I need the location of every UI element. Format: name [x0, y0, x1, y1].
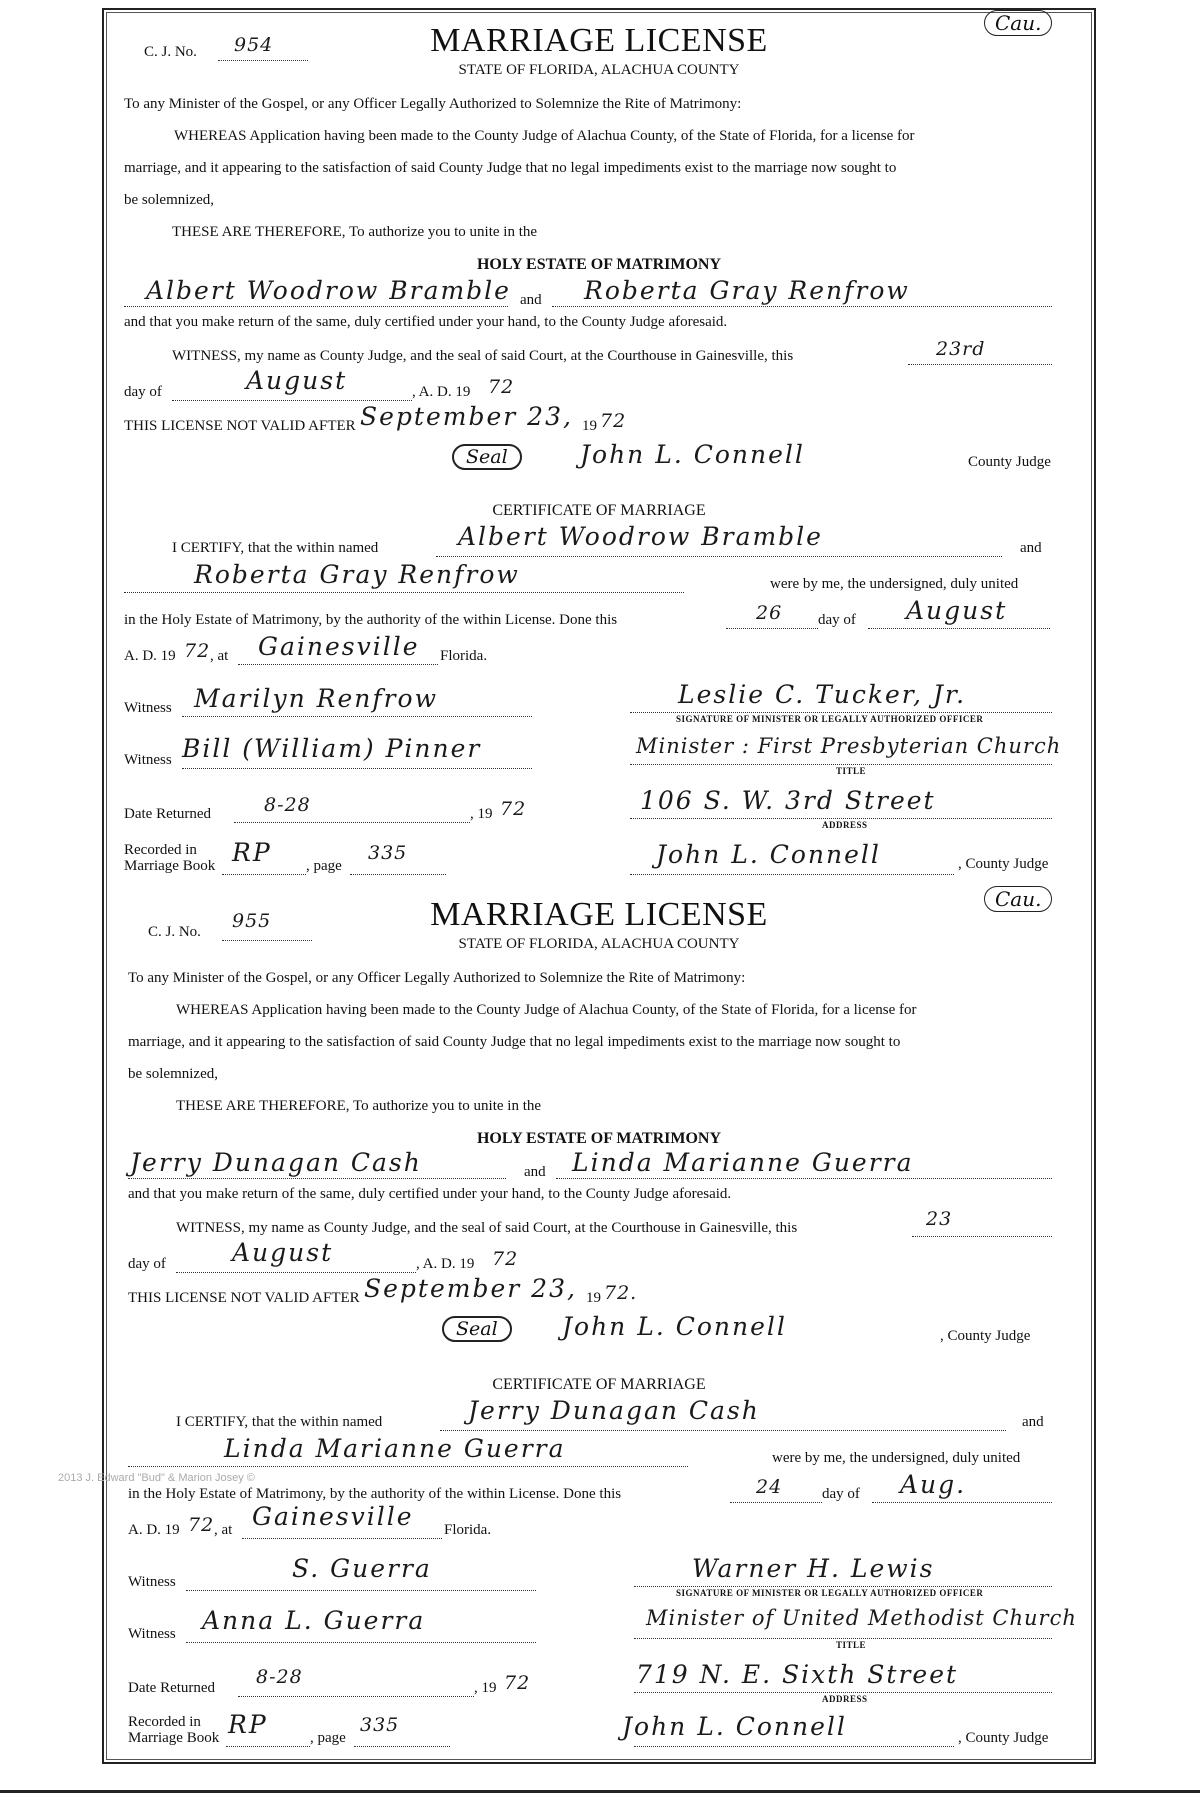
address-line: To any Minister of the Gospel, or any Officer Legally Authorized to Solemnize the Rite of Matrimony: [128, 970, 746, 986]
at-label: , at [210, 648, 229, 664]
title-caption: TITLE [836, 766, 867, 776]
florida-label: Florida. [440, 648, 488, 664]
ad2-label: A. D. 19 [124, 648, 176, 664]
returned-date: 8-28 [256, 1666, 303, 1688]
done-day-line [726, 628, 818, 629]
cert-and-label: and [1020, 540, 1042, 556]
witness2-label: Witness [124, 752, 172, 768]
recorder-line [634, 1746, 954, 1747]
license-title: MARRIAGE LICENSE [430, 896, 768, 933]
month-line [172, 400, 412, 401]
not-valid-label: THIS LICENSE NOT VALID AFTER [124, 418, 356, 434]
month-line [176, 1272, 416, 1273]
groom-name: Jerry Dunagan Cash [130, 1148, 422, 1177]
court-seal: Seal [452, 444, 522, 470]
ad-label: , A. D. 19 [412, 384, 471, 400]
cert-groom-name: Jerry Dunagan Cash [468, 1396, 760, 1425]
day-of-label: day of [128, 1256, 166, 1272]
license-subtitle: STATE OF FLORIDA, ALACHUA COUNTY [458, 936, 740, 952]
done-day: 24 [756, 1476, 783, 1498]
returned-label: Date Returned [124, 806, 212, 822]
witness1-label: Witness [124, 700, 172, 716]
cau-tag: Cau. [984, 886, 1052, 912]
whereas-line-3: be solemnized, [128, 1066, 218, 1082]
page-label: , page [310, 1730, 346, 1746]
day-of-label: day of [124, 384, 162, 400]
cert-bride-name: Roberta Gray Renfrow [194, 560, 520, 589]
cert-bride-name: Linda Marianne Guerra [224, 1434, 566, 1463]
officer-title-line [630, 764, 1052, 765]
place-line [238, 664, 438, 665]
page-number: 335 [368, 842, 408, 864]
book-line [226, 1746, 310, 1747]
license-year: 72 [488, 376, 515, 398]
certify-label: I CERTIFY, that the within named [176, 1414, 383, 1430]
cert-groom-line [440, 1430, 1006, 1431]
certify-label: I CERTIFY, that the within named [172, 540, 379, 556]
therefore-line: THESE ARE THEREFORE, To authorize you to unite in the [172, 224, 538, 240]
recorded-label-2: Marriage Book [128, 1730, 220, 1746]
cert-bride-line [124, 592, 684, 593]
cj-label: C. J. No. [144, 44, 197, 60]
whereas-line-2: marriage, and it appearing to the satisfaction of said County Judge that no legal impediments exist to the marriage now sought to [124, 160, 897, 176]
holy-estate-line: in the Holy Estate of Matrimony, by the authority of the within License. Done this [124, 612, 618, 628]
cj-label: C. J. No. [148, 924, 201, 940]
recorder-signature: John L. Connell [656, 840, 881, 869]
bride-line [556, 1178, 1052, 1179]
bride-line [552, 306, 1052, 307]
marriage-place: Gainesville [252, 1502, 414, 1531]
returned-19: , 19 [470, 806, 493, 822]
witness1-line [186, 1590, 536, 1591]
address-caption: ADDRESS [822, 1694, 868, 1704]
ad2-label: A. D. 19 [128, 1522, 180, 1538]
united-label: were by me, the undersigned, duly united [772, 1450, 1021, 1466]
cau-tag: Cau. [984, 10, 1052, 36]
recorded-label-1: Recorded in [124, 842, 197, 858]
page-line [354, 1746, 450, 1747]
whereas-line-1: WHEREAS Application having been made to the County Judge of Alachua County, of the State of Florida, for a license for [174, 128, 915, 144]
groom-line [128, 1178, 506, 1179]
witness2-line [186, 1642, 536, 1643]
recorder-caption: , County Judge [958, 856, 1049, 872]
officer-address-line [630, 818, 1052, 819]
marriage-book: RP [232, 838, 272, 867]
officer-title: Minister of United Methodist Church [646, 1606, 1077, 1630]
judge-signature: John L. Connell [580, 440, 805, 469]
and-label: and [520, 292, 542, 308]
witness2-line [182, 768, 532, 769]
recorder-caption: , County Judge [958, 1730, 1049, 1746]
officer-caption: SIGNATURE OF MINISTER OR LEGALLY AUTHORIZED OFFICER [676, 1588, 984, 1598]
ad-label: , A. D. 19 [416, 1256, 475, 1272]
cj-line [218, 60, 308, 61]
expiry-date: September 23, [364, 1274, 577, 1303]
officer-address: 719 N. E. Sixth Street [636, 1660, 959, 1689]
address-caption: ADDRESS [822, 820, 868, 830]
done-year: 72 [184, 640, 211, 662]
witness1-line [182, 716, 532, 717]
cert-groom-name: Albert Woodrow Bramble [458, 522, 823, 551]
return-line: and that you make return of the same, duly certified under your hand, to the County Judge aforesaid. [128, 1186, 732, 1202]
done-day-line [730, 1502, 822, 1503]
officer-title-line [634, 1638, 1052, 1639]
place-line [242, 1538, 442, 1539]
marriage-license-954 [106, 0, 1092, 880]
expiry-date: September 23, [360, 402, 573, 431]
witness-day: 23rd [936, 338, 986, 360]
judge-signature: John L. Connell [562, 1312, 787, 1341]
court-seal: Seal [442, 1316, 512, 1342]
recorded-label-2: Marriage Book [124, 858, 216, 874]
witness1-name: S. Guerra [292, 1554, 432, 1583]
done-month-line [868, 628, 1050, 629]
returned-label: Date Returned [128, 1680, 216, 1696]
recorded-label-1: Recorded in [128, 1714, 201, 1730]
expiry-year: 72. [604, 1282, 638, 1304]
groom-name: Albert Woodrow Bramble [146, 276, 511, 305]
groom-line [124, 306, 508, 307]
expiry-year: 72 [600, 410, 627, 432]
done-day-of-label: day of [818, 612, 856, 628]
returned-line [238, 1696, 474, 1697]
marriage-book: RP [228, 1710, 268, 1739]
witness-day-line [908, 364, 1052, 365]
expiry-19: 19 [582, 418, 597, 434]
marriage-place: Gainesville [258, 632, 420, 661]
done-month: August [906, 596, 1008, 625]
page-label: , page [306, 858, 342, 874]
certificate-heading: CERTIFICATE OF MARRIAGE [492, 502, 706, 519]
witness-line: WITNESS, my name as County Judge, and the seal of said Court, at the Courthouse in Gainesville, this [172, 348, 794, 364]
done-day-of-label: day of [822, 1486, 860, 1502]
return-line: and that you make return of the same, duly certified under your hand, to the County Judge aforesaid. [124, 314, 728, 330]
returned-19: , 19 [474, 1680, 497, 1696]
license-title: MARRIAGE LICENSE [430, 22, 768, 59]
bride-name: Roberta Gray Renfrow [584, 276, 910, 305]
witness-day-line [912, 1236, 1052, 1237]
at-label: , at [214, 1522, 233, 1538]
whereas-line-1: WHEREAS Application having been made to the County Judge of Alachua County, of the State of Florida, for a license for [176, 1002, 917, 1018]
witness1-name: Marilyn Renfrow [194, 684, 438, 713]
officer-address: 106 S. W. 3rd Street [640, 786, 936, 815]
returned-year: 72 [500, 798, 527, 820]
holy-estate-heading: HOLY ESTATE OF MATRIMONY [476, 1130, 722, 1147]
holy-estate-line: in the Holy Estate of Matrimony, by the authority of the within License. Done this [128, 1486, 622, 1502]
united-label: were by me, the undersigned, duly united [770, 576, 1019, 592]
witness-line: WITNESS, my name as County Judge, and the seal of said Court, at the Courthouse in Gainesville, this [176, 1220, 798, 1236]
license-year: 72 [492, 1248, 519, 1270]
not-valid-label: THIS LICENSE NOT VALID AFTER [128, 1290, 360, 1306]
cert-bride-line [128, 1466, 688, 1467]
officer-caption: SIGNATURE OF MINISTER OR LEGALLY AUTHORIZED OFFICER [676, 714, 984, 724]
witness1-label: Witness [128, 1574, 176, 1590]
officer-signature-line [630, 712, 1052, 713]
expiry-19: 19 [586, 1290, 601, 1306]
whereas-line-2: marriage, and it appearing to the satisfaction of said County Judge that no legal impediments exist to the marriage now sought to [128, 1034, 901, 1050]
officer-signature: Warner H. Lewis [692, 1554, 935, 1583]
and-label: and [524, 1164, 546, 1180]
done-month-line [872, 1502, 1052, 1503]
witness2-name: Bill (William) Pinner [182, 734, 482, 763]
officer-signature-line [634, 1586, 1052, 1587]
officer-address-line [634, 1692, 1052, 1693]
marriage-license-955 [106, 874, 1092, 1754]
therefore-line: THESE ARE THEREFORE, To authorize you to unite in the [176, 1098, 542, 1114]
certificate-heading: CERTIFICATE OF MARRIAGE [492, 1376, 706, 1393]
title-caption: TITLE [836, 1640, 867, 1650]
holy-estate-heading: HOLY ESTATE OF MATRIMONY [476, 256, 722, 273]
cert-and-label: and [1022, 1414, 1044, 1430]
license-month: August [246, 366, 348, 395]
witness2-name: Anna L. Guerra [202, 1606, 426, 1635]
florida-label: Florida. [444, 1522, 492, 1538]
returned-year: 72 [504, 1672, 531, 1694]
cj-number: 954 [234, 34, 274, 56]
done-day: 26 [756, 602, 783, 624]
done-year: 72 [188, 1514, 215, 1536]
whereas-line-3: be solemnized, [124, 192, 214, 208]
returned-date: 8-28 [264, 794, 311, 816]
copyright-watermark: 2013 J. Edward "Bud" & Marion Josey © [58, 1472, 255, 1484]
officer-title: Minister : First Presbyterian Church [636, 734, 1062, 758]
officer-signature: Leslie C. Tucker, Jr. [678, 680, 967, 709]
address-line: To any Minister of the Gospel, or any Officer Legally Authorized to Solemnize the Rite of Matrimony: [124, 96, 742, 112]
cert-groom-line [436, 556, 1002, 557]
cj-number: 955 [232, 910, 272, 932]
witness2-label: Witness [128, 1626, 176, 1642]
returned-line [234, 822, 470, 823]
done-month: Aug. [900, 1470, 967, 1499]
recorder-signature: John L. Connell [622, 1712, 847, 1741]
license-month: August [232, 1238, 334, 1267]
witness-day: 23 [926, 1208, 953, 1230]
page-number: 335 [360, 1714, 400, 1736]
license-subtitle: STATE OF FLORIDA, ALACHUA COUNTY [458, 62, 740, 78]
county-judge-label: , County Judge [940, 1328, 1031, 1344]
county-judge-label: County Judge [968, 454, 1051, 470]
bride-name: Linda Marianne Guerra [572, 1148, 914, 1177]
bottom-rule [0, 1790, 1200, 1793]
